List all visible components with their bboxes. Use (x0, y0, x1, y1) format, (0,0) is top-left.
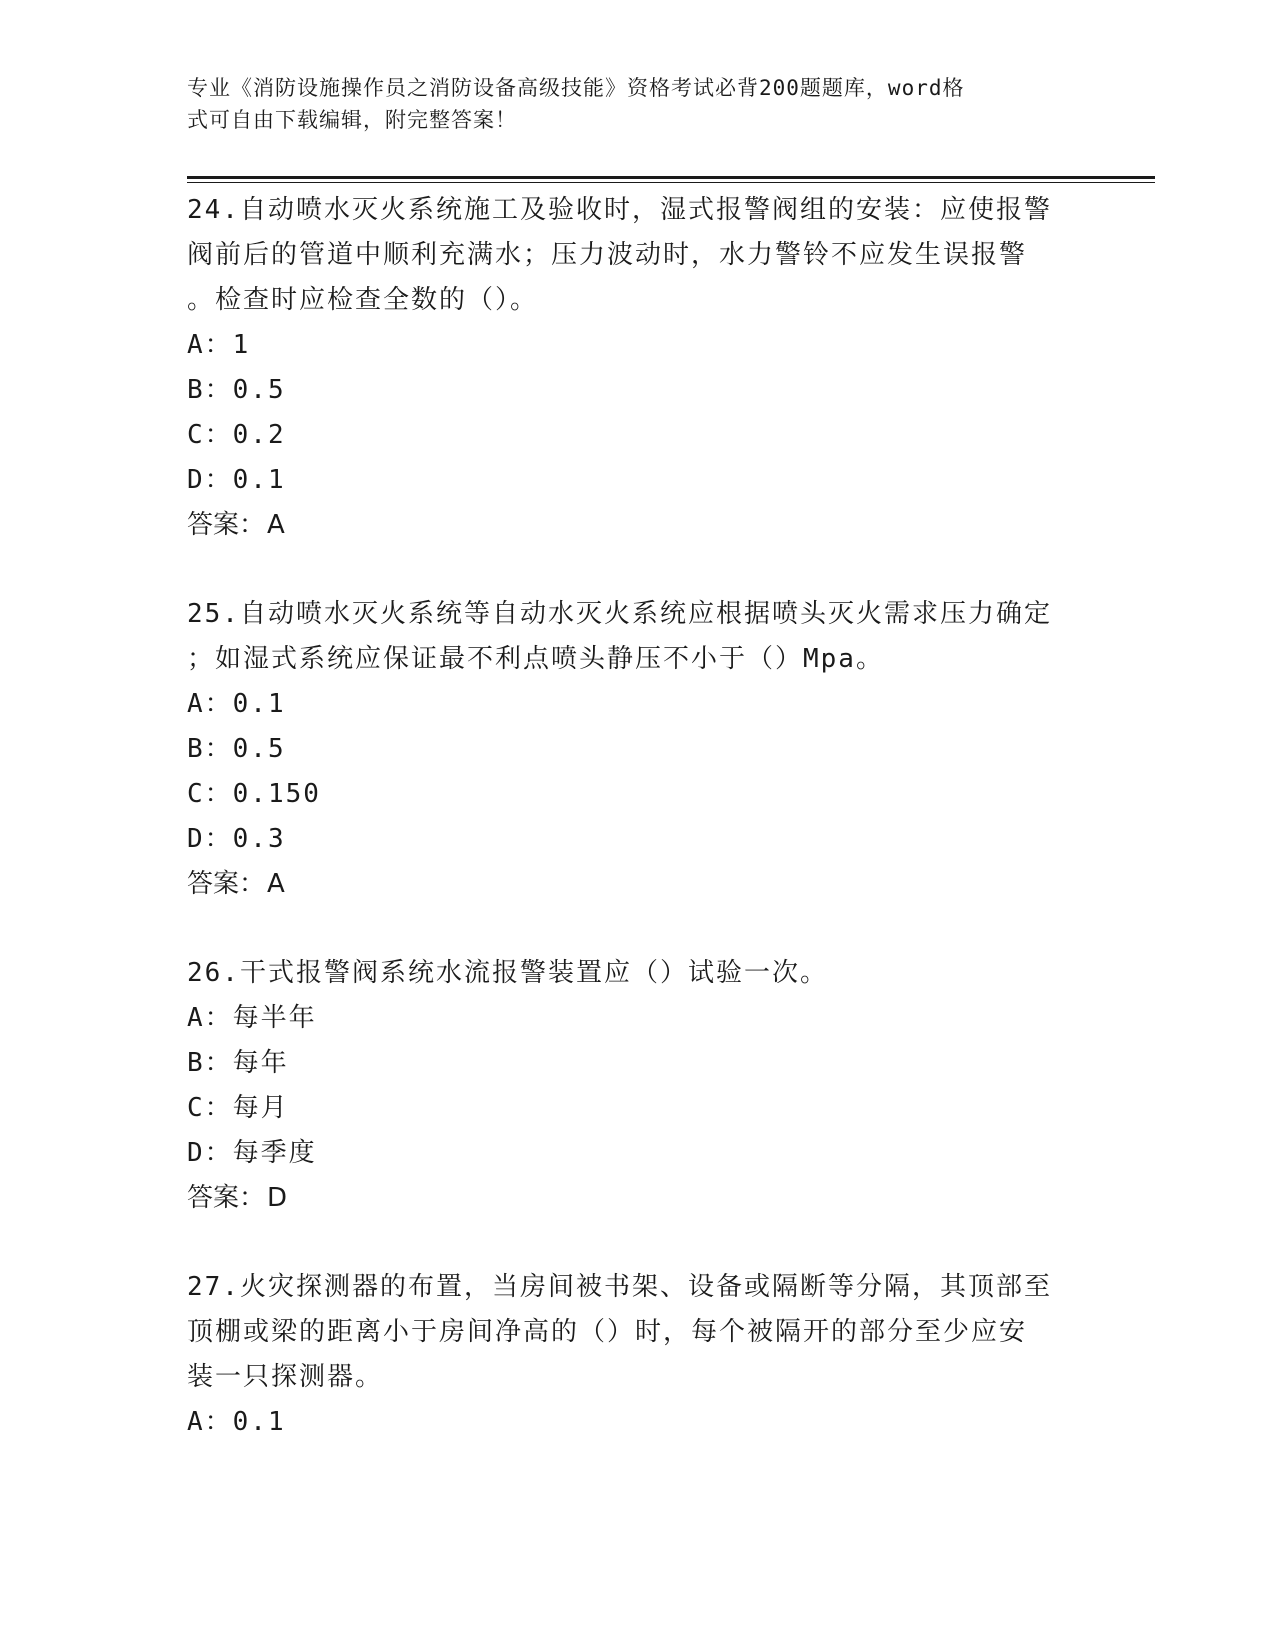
stem-line: ；如湿式系统应保证最不利点喷头静压不小于（）Mpa。 (187, 644, 884, 674)
option-a: A：0.1 (187, 689, 286, 719)
answer-line (187, 862, 1087, 907)
option-d: D：每季度 (187, 1138, 317, 1168)
question-item (187, 188, 1087, 548)
stem-line: 阀前后的管道中顺利充满水；压力波动时，水力警铃不应发生误报警 (187, 240, 1028, 270)
answer-value: A (267, 510, 285, 540)
question-stem (187, 592, 1087, 682)
document-header (187, 72, 1067, 136)
question-stem (187, 951, 1087, 996)
stem-line: 顶棚或梁的距离小于房间净高的（）时，每个被隔开的部分至少应安 (187, 1317, 1028, 1347)
answer-value: A (267, 869, 285, 899)
answer-value: D (267, 1183, 288, 1213)
option-b: B：每年 (187, 1048, 289, 1078)
option-a: A：每半年 (187, 1003, 317, 1033)
option-c: C：0.2 (187, 420, 286, 450)
question-item (187, 951, 1087, 1221)
stem-line: 。检查时应检查全数的（）。 (187, 285, 539, 315)
header-divider-thick (187, 176, 1155, 179)
stem-line: 装一只探测器。 (187, 1362, 384, 1392)
answer-label: 答案： (187, 510, 266, 540)
option-a: A：1 (187, 330, 251, 360)
question-item (187, 592, 1087, 907)
stem-line: 24.自动喷水灭火系统施工及验收时，湿式报警阀组的安装：应使报警 (187, 195, 1052, 225)
question-list (187, 188, 1087, 1489)
answer-label: 答案： (187, 869, 266, 899)
answer-line (187, 503, 1087, 548)
option-c: C：0.150 (187, 779, 321, 809)
question-item (187, 1265, 1087, 1445)
option-a: A：0.1 (187, 1407, 286, 1437)
option-d: D：0.1 (187, 465, 286, 495)
question-stem (187, 1265, 1087, 1400)
option-c: C：每月 (187, 1093, 289, 1123)
answer-line (187, 1176, 1087, 1221)
option-b: B：0.5 (187, 375, 286, 405)
stem-line: 25.自动喷水灭火系统等自动水灭火系统应根据喷头灭火需求压力确定 (187, 599, 1052, 629)
header-intro-line: 式可自由下载编辑，附完整答案！ (187, 108, 517, 132)
option-b: B：0.5 (187, 734, 286, 764)
answer-label: 答案： (187, 1183, 266, 1213)
option-d: D：0.3 (187, 824, 286, 854)
question-stem (187, 188, 1087, 323)
header-divider-thin (187, 182, 1155, 183)
stem-line: 27.火灾探测器的布置，当房间被书架、设备或隔断等分隔，其顶部至 (187, 1272, 1052, 1302)
header-intro-line: 专业《消防设施操作员之消防设备高级技能》资格考试必背200题题库，word格 (187, 76, 965, 100)
stem-line: 26.干式报警阀系统水流报警装置应（）试验一次。 (187, 958, 828, 988)
